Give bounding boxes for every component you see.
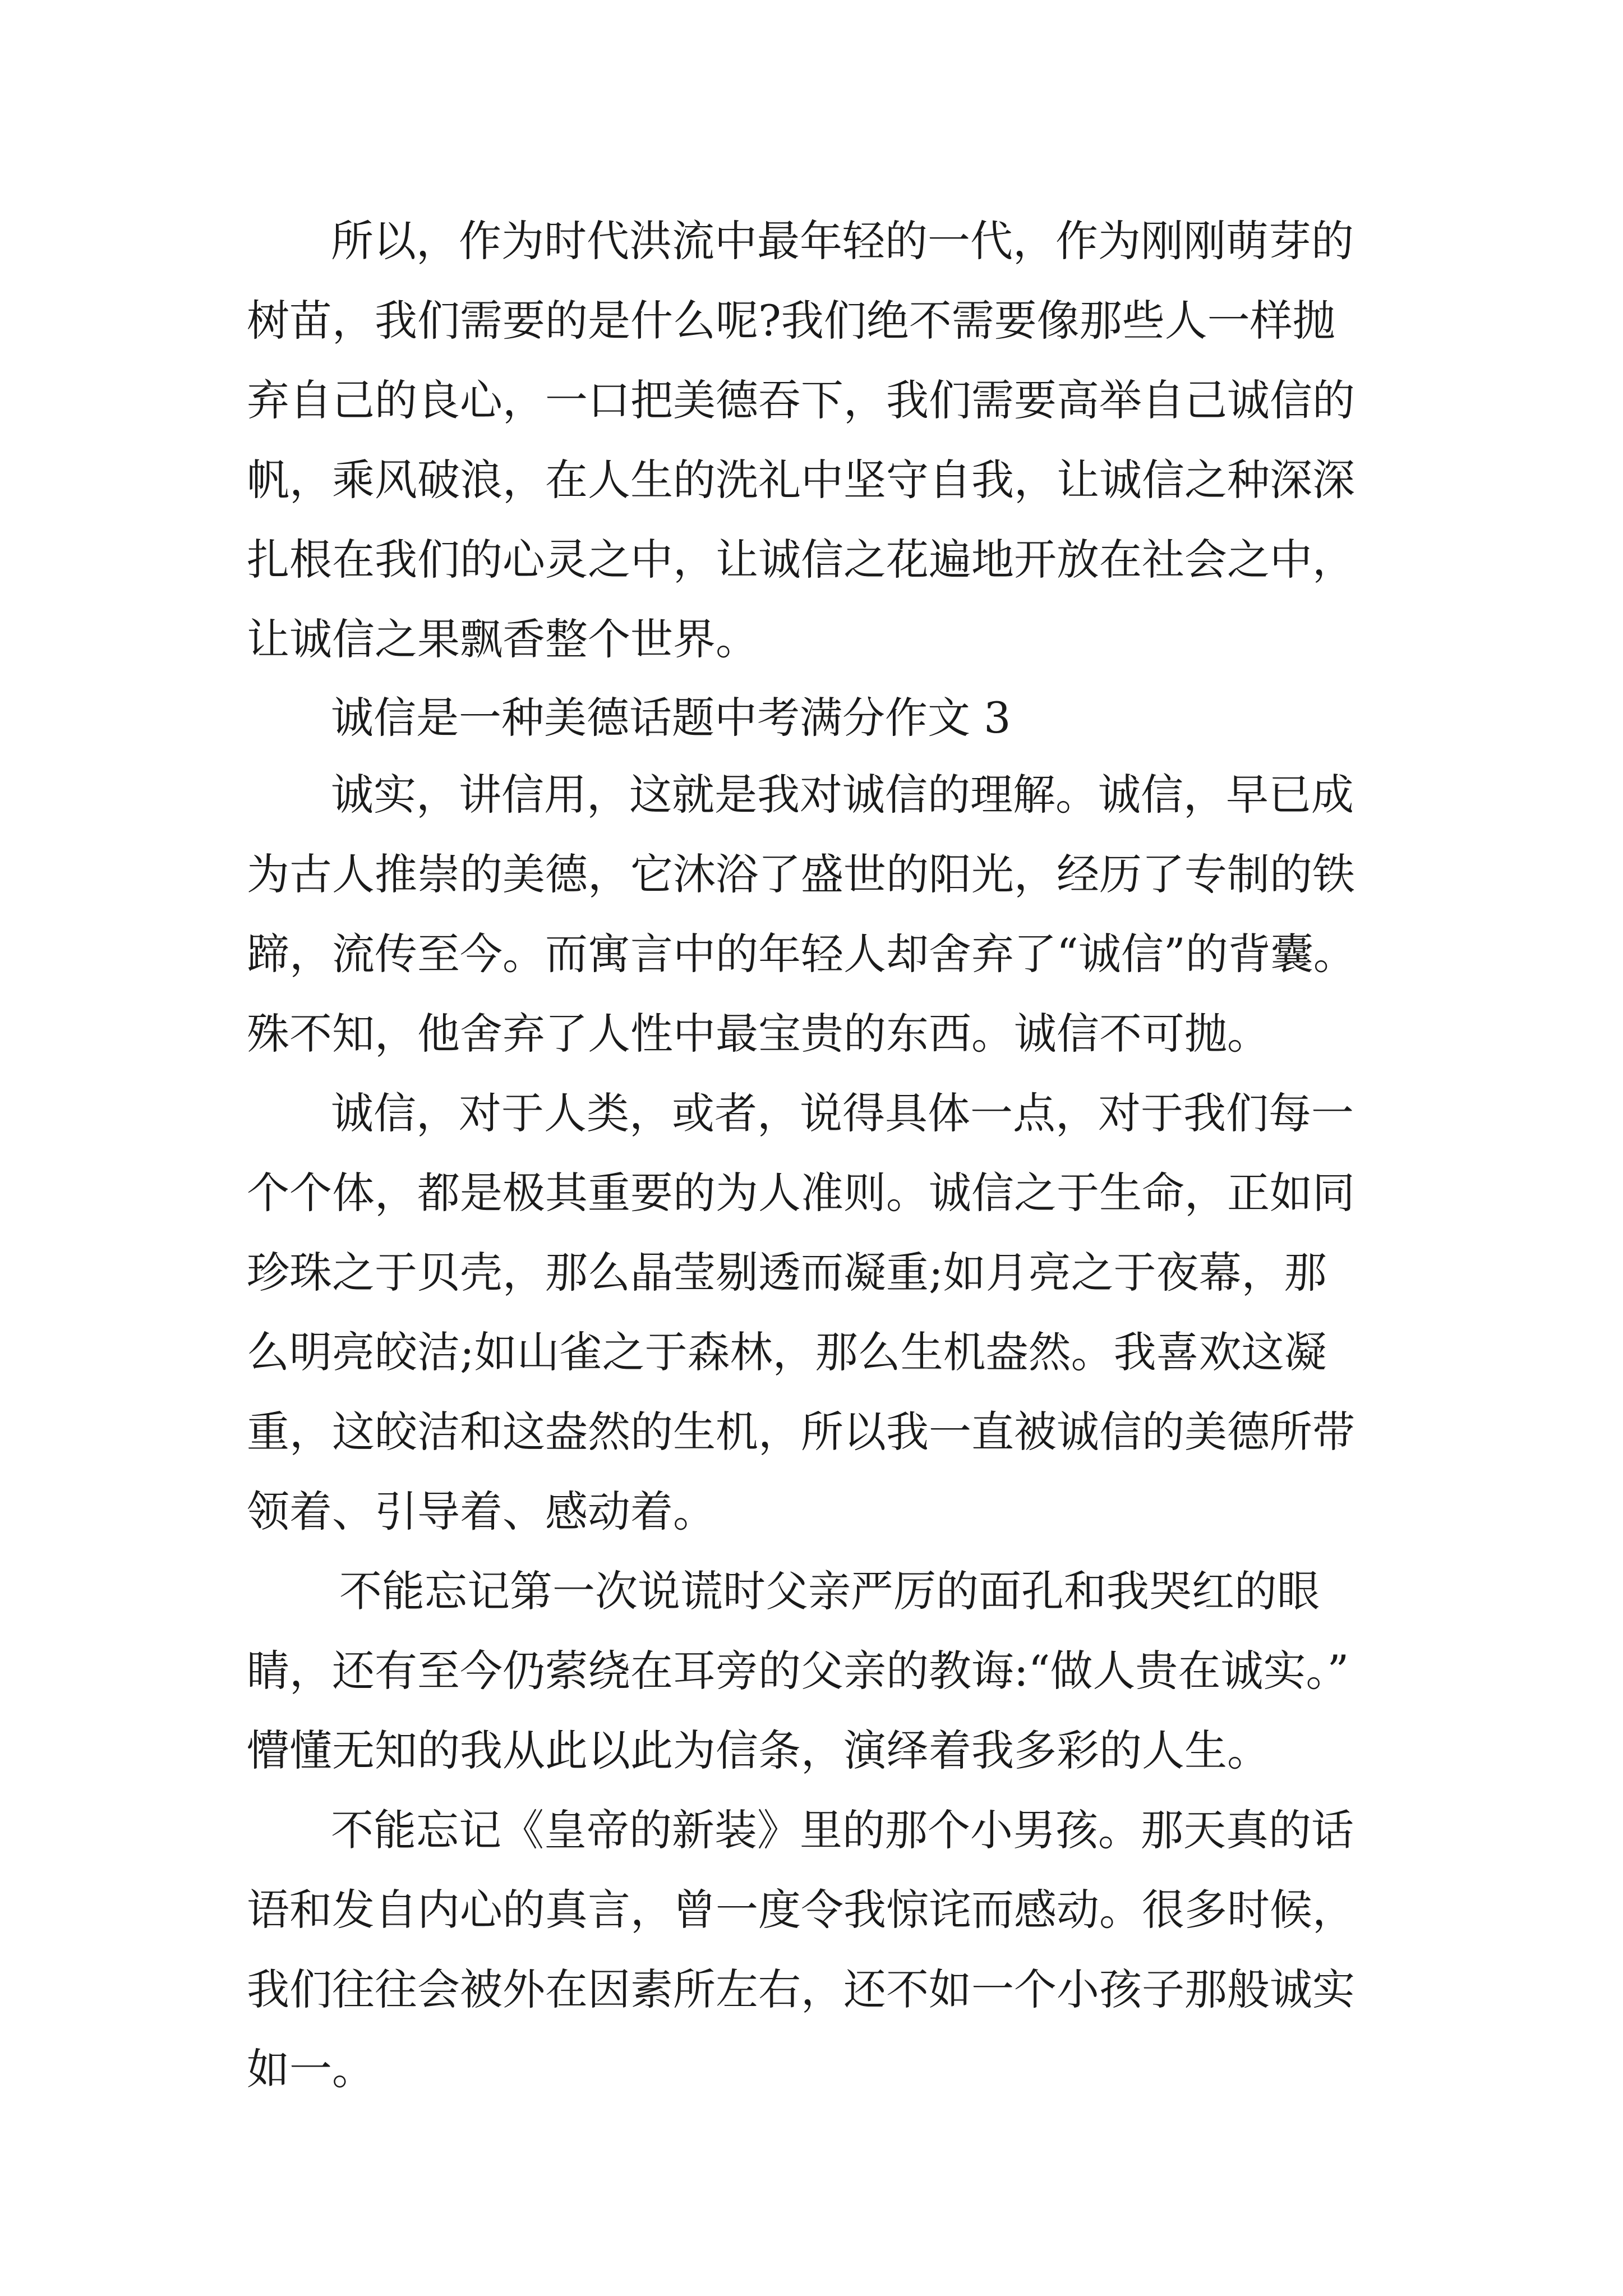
paragraph-line: 不能忘记第一次说谎时父亲严厉的面孔和我哭红的眼: [339, 1566, 1320, 1616]
paragraph-line: 我们往往会被外在因素所左右，还不如一个小孩子那般诚实: [247, 1964, 1355, 2014]
paragraph-line: 所以，作为时代洪流中最年轻的一代，作为刚刚萌芽的: [331, 216, 1354, 266]
paragraph-line: 殊不知，他舍弃了人性中最宝贵的东西。诚信不可抛。: [247, 1009, 1270, 1059]
paragraph-line: 珍珠之于贝壳，那么晶莹剔透而凝重;如月亮之于夜幕，那: [247, 1248, 1327, 1297]
paragraph-line: 个个体，都是极其重要的为人准则。诚信之于生命，正如同: [247, 1168, 1355, 1218]
paragraph-line: 重，这皎洁和这盎然的生机，所以我一直被诚信的美德所带: [247, 1407, 1355, 1457]
section-heading: 诚信是一种美德话题中考满分作文 3: [331, 693, 1011, 743]
paragraph-line: 弃自己的良心，一口把美德吞下，我们需要高举自己诚信的: [247, 375, 1355, 425]
paragraph-line: 树苗，我们需要的是什么呢?我们绝不需要像那些人一样抛: [247, 296, 1335, 346]
paragraph-line: 么明亮皎洁;如山雀之于森林，那么生机盎然。我喜欢这凝: [247, 1327, 1327, 1377]
paragraph-line: 懵懂无知的我从此以此为信条，演绎着我多彩的人生。: [247, 1726, 1270, 1775]
paragraph-line: 诚信，对于人类，或者，说得具体一点，对于我们每一: [331, 1088, 1354, 1138]
paragraph-line: 帆，乘风破浪，在人生的洗礼中坚守自我，让诚信之种深深: [247, 455, 1355, 505]
paragraph-line: 扎根在我们的心灵之中，让诚信之花遍地开放在社会之中，: [247, 535, 1355, 585]
paragraph-line: 睛，还有至今仍萦绕在耳旁的父亲的教诲:“做人贵在诚实。”: [247, 1646, 1349, 1696]
paragraph-line: 领着、引导着、感动着。: [247, 1487, 716, 1536]
paragraph-line: 如一。: [247, 2044, 375, 2094]
paragraph-line: 蹄，流传至今。而寓言中的年轻人却舍弃了“诚信”的背囊。: [247, 929, 1356, 979]
paragraph-line: 为古人推崇的美德，它沐浴了盛世的阳光，经历了专制的铁: [247, 849, 1355, 899]
paragraph-line: 语和发自内心的真言，曾一度令我惊诧而感动。很多时候，: [247, 1885, 1355, 1935]
paragraph-line: 让诚信之果飘香整个世界。: [247, 614, 758, 664]
paragraph-line: 诚实，讲信用，这就是我对诚信的理解。诚信，早已成: [331, 770, 1354, 820]
paragraph-line: 不能忘记《皇帝的新装》里的那个小男孩。那天真的话: [331, 1805, 1354, 1855]
